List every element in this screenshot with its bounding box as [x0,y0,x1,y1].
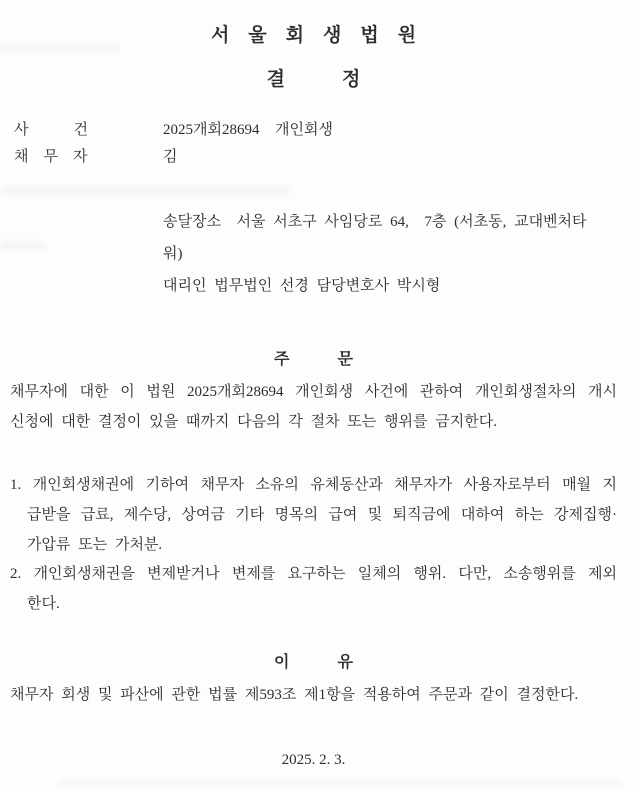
service-address-line-1: 송달장소 서울 서초구 사임당로 64, 7층 (서초동, 교대벤처타 [163,214,587,230]
order-intro-line-2: 신청에 대한 결정이 있을 때까지 다음의 각 절차 또는 행위를 금지한다. [10,414,497,430]
order-section-heading: 주 문 [274,351,353,368]
order-item-1-number: 1. [10,477,22,493]
debtor-name-value: 김 [163,149,178,165]
case-number-label: 사 건 [14,122,88,138]
order-item-2-line-1 [10,559,617,589]
court-name-title: 서 울 회 생 법 원 [210,25,417,46]
order-item-2-text: 개인회생채권을 변제받거나 변제를 요구하는 일체의 행위. 다만, 소송행위를 제외 [33,566,617,582]
decision-date: 2025. 2. 3. [281,752,346,768]
scan-artifact [0,241,46,250]
service-address-line-2: 워) [163,246,183,262]
order-intro-line-1: 채무자에 대한 이 법원 2025개회28694 개인회생 사건에 관하여 개인회생절차의 개시 [10,384,617,400]
representative-line: 대리인 법무법인 선경 담당변호사 박시형 [163,278,441,294]
scan-artifact [60,780,620,786]
order-item-2-number: 2. [10,566,22,582]
order-item-1-line-2: 급받을 급료, 제수당, 상여금 기타 명목의 급여 및 퇴직금에 대하여 하는 강제집행· [27,507,617,523]
order-item-1-line-3: 가압류 또는 가처분. [27,537,163,553]
reason-text: 채무자 회생 및 파산에 관한 법률 제593조 제1항을 적용하여 주문과 같이 결정한다. [10,687,579,703]
order-item-1-line-1 [10,470,617,500]
order-item-2-line-2: 한다. [27,596,60,612]
document-type-title: 결 정 [266,69,361,90]
case-number-value: 2025개회28694 개인회생 [163,122,333,138]
scan-artifact [0,186,290,195]
order-item-1-text: 개인회생채권에 기하여 채무자 소유의 유체동산과 채무자가 사용자로부터 매월 지 [32,477,617,493]
reason-section-heading: 이 유 [274,654,353,671]
debtor-label: 채 무 자 [14,149,88,165]
